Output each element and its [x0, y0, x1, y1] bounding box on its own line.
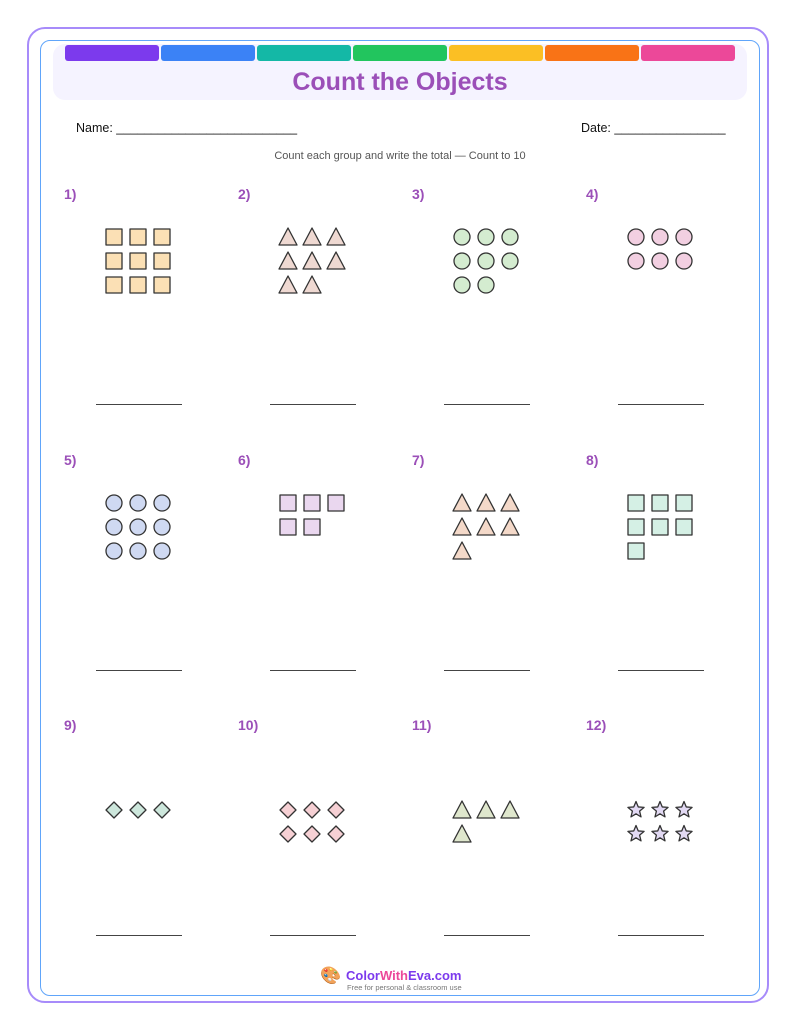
- diamond-shape: [328, 802, 344, 818]
- circle-shape: [106, 495, 122, 511]
- brand-part-color: Color: [346, 968, 380, 983]
- footer-tagline: Free for personal & classroom use: [347, 983, 462, 992]
- circle-shape: [676, 229, 692, 245]
- square-shape: [328, 495, 344, 511]
- square-shape: [628, 495, 644, 511]
- page-title: Count the Objects: [292, 68, 508, 96]
- brand-part-com: .com: [431, 968, 462, 983]
- square-shape: [130, 253, 146, 269]
- triangle-shape: [279, 252, 297, 269]
- rainbow-segment: [161, 45, 255, 61]
- object-group: [426, 747, 546, 837]
- answer-line[interactable]: [618, 404, 704, 405]
- square-shape: [154, 253, 170, 269]
- circle-shape: [454, 277, 470, 293]
- object-group: [252, 747, 372, 837]
- star-shape: [676, 802, 692, 817]
- problem-number: 3): [412, 186, 425, 202]
- palette-icon: 🎨: [320, 966, 342, 985]
- rainbow-segment: [65, 45, 159, 61]
- triangle-shape: [327, 228, 345, 245]
- square-shape: [304, 495, 320, 511]
- triangle-shape: [453, 518, 471, 535]
- rainbow-bar: [65, 45, 735, 61]
- circle-shape: [502, 229, 518, 245]
- circle-shape: [676, 253, 692, 269]
- diamond-shape: [130, 802, 146, 818]
- rainbow-segment: [257, 45, 351, 61]
- square-shape: [676, 495, 692, 511]
- problem-number: 6): [238, 452, 251, 468]
- square-shape: [280, 495, 296, 511]
- problem-number: 11): [412, 717, 432, 733]
- triangle-shape: [501, 518, 519, 535]
- problem-number: 8): [586, 452, 599, 468]
- answer-line[interactable]: [270, 404, 356, 405]
- triangle-shape: [477, 494, 495, 511]
- problem-number: 1): [64, 186, 77, 202]
- name-field: Name: __________________________: [76, 121, 298, 135]
- square-shape: [154, 229, 170, 245]
- problem-number: 5): [64, 452, 77, 468]
- answer-line[interactable]: [96, 404, 182, 405]
- circle-shape: [628, 229, 644, 245]
- square-shape: [106, 229, 122, 245]
- object-group: [252, 482, 372, 572]
- object-group: [78, 482, 198, 572]
- problem-number: 7): [412, 452, 425, 468]
- object-group: [600, 216, 720, 306]
- star-shape: [628, 802, 644, 817]
- circle-shape: [454, 253, 470, 269]
- triangle-shape: [477, 518, 495, 535]
- circle-shape: [154, 495, 170, 511]
- triangle-shape: [453, 801, 471, 818]
- square-shape: [628, 543, 644, 559]
- object-group: [600, 747, 720, 837]
- circle-shape: [478, 277, 494, 293]
- answer-line[interactable]: [444, 404, 530, 405]
- square-shape: [676, 519, 692, 535]
- circle-shape: [628, 253, 644, 269]
- triangle-shape: [501, 801, 519, 818]
- answer-line[interactable]: [444, 670, 530, 671]
- answer-line[interactable]: [270, 670, 356, 671]
- instructions: Count each group and write the total — Count to 10: [274, 150, 526, 162]
- square-shape: [130, 229, 146, 245]
- star-shape: [652, 802, 668, 817]
- circle-shape: [106, 543, 122, 559]
- circle-shape: [478, 253, 494, 269]
- triangle-shape: [327, 252, 345, 269]
- object-group: [78, 747, 198, 837]
- circle-shape: [106, 519, 122, 535]
- diamond-shape: [106, 802, 122, 818]
- answer-line[interactable]: [270, 935, 356, 936]
- circle-shape: [652, 229, 668, 245]
- circle-shape: [130, 519, 146, 535]
- diamond-shape: [154, 802, 170, 818]
- triangle-shape: [477, 801, 495, 818]
- square-shape: [652, 519, 668, 535]
- circle-shape: [154, 519, 170, 535]
- triangle-shape: [279, 276, 297, 293]
- triangle-shape: [501, 494, 519, 511]
- problem-number: 9): [64, 717, 77, 733]
- object-group: [78, 216, 198, 306]
- circle-shape: [652, 253, 668, 269]
- answer-line[interactable]: [618, 935, 704, 936]
- rainbow-segment: [449, 45, 543, 61]
- circle-shape: [130, 495, 146, 511]
- square-shape: [652, 495, 668, 511]
- rainbow-segment: [641, 45, 735, 61]
- triangle-shape: [303, 228, 321, 245]
- square-shape: [154, 277, 170, 293]
- triangle-shape: [303, 252, 321, 269]
- answer-line[interactable]: [618, 670, 704, 671]
- footer: [320, 966, 480, 996]
- rainbow-segment: [545, 45, 639, 61]
- date-field: Date: ________________: [581, 121, 726, 135]
- triangle-shape: [453, 494, 471, 511]
- square-shape: [130, 277, 146, 293]
- square-shape: [628, 519, 644, 535]
- circle-shape: [502, 253, 518, 269]
- square-shape: [106, 277, 122, 293]
- object-group: [426, 216, 546, 306]
- rainbow-segment: [353, 45, 447, 61]
- answer-line[interactable]: [444, 935, 530, 936]
- square-shape: [106, 253, 122, 269]
- brand-part-eva: Eva: [408, 968, 432, 983]
- triangle-shape: [303, 276, 321, 293]
- triangle-shape: [453, 542, 471, 559]
- circle-shape: [478, 229, 494, 245]
- circle-shape: [130, 543, 146, 559]
- problem-number: 12): [586, 717, 607, 733]
- problem-number: 10): [238, 717, 259, 733]
- circle-shape: [154, 543, 170, 559]
- diamond-shape: [280, 802, 296, 818]
- square-shape: [280, 519, 296, 535]
- problem-number: 4): [586, 186, 599, 202]
- diamond-shape: [304, 802, 320, 818]
- triangle-shape: [453, 825, 471, 842]
- object-group: [426, 482, 546, 572]
- triangle-shape: [279, 228, 297, 245]
- object-group: [600, 482, 720, 572]
- square-shape: [304, 519, 320, 535]
- problem-number: 2): [238, 186, 251, 202]
- circle-shape: [454, 229, 470, 245]
- brand-part-with: With: [379, 968, 408, 983]
- answer-line[interactable]: [96, 670, 182, 671]
- object-group: [252, 216, 372, 306]
- brand-name: [346, 968, 461, 983]
- answer-line[interactable]: [96, 935, 182, 936]
